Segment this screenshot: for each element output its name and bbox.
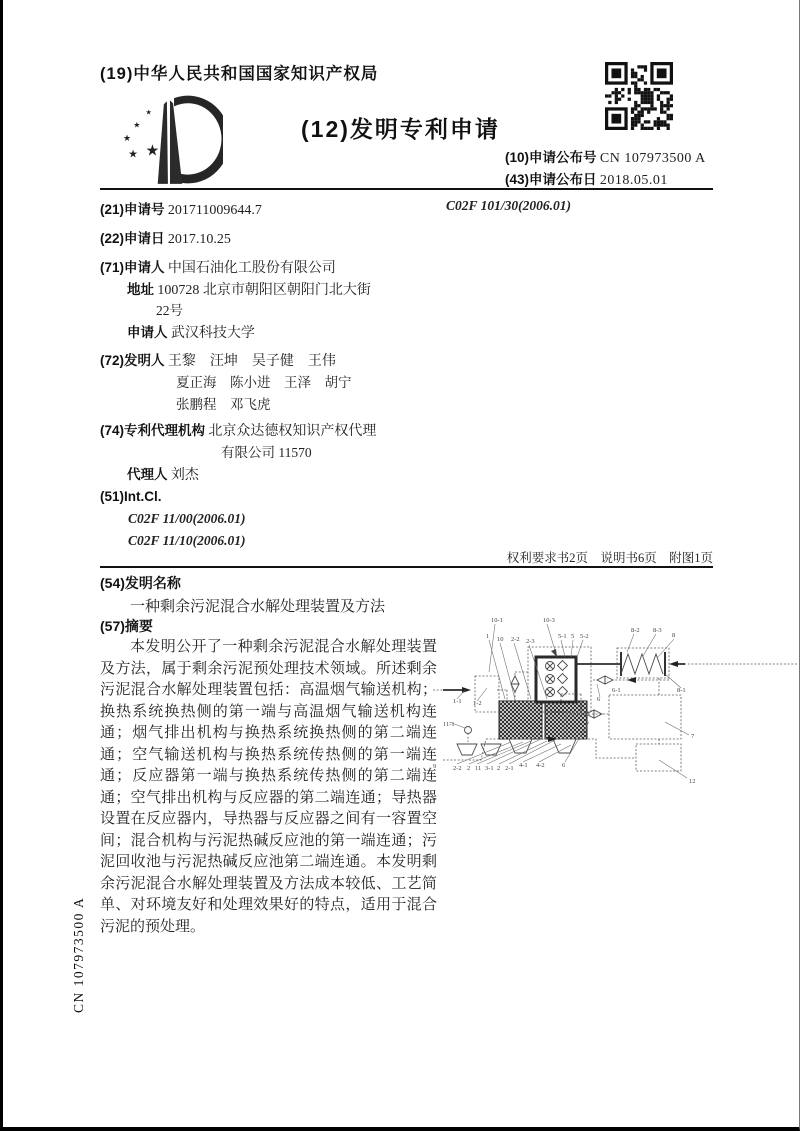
figure-ref-numeral: 11 [475,765,482,772]
publication-date-row [505,168,668,189]
patent-figure [431,602,799,854]
figure-ref-numeral: 8-2 [631,627,640,634]
inventors-line1: 王黎 汪坤 吴子健 王伟 [167,354,336,369]
figure-ref-numeral: 10-1 [491,617,503,624]
figure-ref-numeral: 2-3 [526,638,535,645]
valve [597,676,613,684]
figure-ref-numeral: 2 [467,765,471,772]
figure-ref-numeral: 7 [691,733,695,740]
header-divider [100,188,713,190]
air-inlet-arrow [669,661,678,667]
logo-crescent [174,96,223,184]
recovery-tank-12 [636,744,681,771]
inventors-label: (72)发明人 [100,353,165,368]
agency-row [100,419,376,440]
figure-ref-numeral: 8-1 [677,687,686,694]
figure-ref-numeral: 10-3 [543,617,555,624]
applicant2-label: 申请人 [127,325,168,340]
figure-ref-numeral: 1-2 [473,700,482,707]
document-type-title: (12)发明专利申请 [301,116,500,142]
logo-star: ★ [145,108,152,117]
invention-title: 一种剩余污泥混合水解处理装置及方法 [130,599,386,615]
applicant-label: (71)申请人 [100,260,165,275]
patent-office-name: (19)中华人民共和国国家知识产权局 [100,65,379,83]
intcl-entry-1: C02F 11/00(2006.01) [128,511,246,526]
abstract-text: 本发明公开了一种剩余污泥混合水解处理装置及方法，属于剩余污泥预处理技术领域。所述剩余污泥混合水解处理装置包括：高温烟气输送机构；换热系统换热侧的第一端与高温烟气输送机构连通；烟气排出机构与换热系统换热侧的第二端连通；空气输送机构与换热系统传热侧的第一端连通；反应器第一端与换热系统传热侧的第二端连通；空气排出机构与反应器的第二端连通；导热器设置在反应器内，导热器与反应器之间有一容置空间；混合机构与污泥热碱反应池的第一端连通；污泥回收池与污泥热碱反应池第二端连通。本发明剩余污泥混合水解处理装置及方法成本较低、工艺简单、对环境友好和处理效果好的特点，适用于混合污泥的预处理。 [100,639,437,935]
address-row [127,278,371,299]
intcl-entry-2: C02F 11/10(2006.01) [128,533,246,548]
address-label: 地址 [127,282,154,297]
application-date-row [100,227,231,248]
agent-label: 代理人 [127,467,168,482]
figure-ref-numeral: 3-1 [485,765,494,772]
address-line2: 22号 [156,303,183,318]
logo-star: ★ [133,120,141,130]
logo-spire-right [170,100,182,184]
address-line1: 100728 北京市朝阳区朝阳门北大街 [157,283,371,298]
ipc-secondary-code: C02F 101/30(2006.01) [446,198,572,213]
reaction-tank-7 [609,695,681,739]
applicant-row [100,256,336,277]
figure-ref-numeral: 6 [562,762,566,769]
applicant1-value: 中国石油化工股份有限公司 [167,261,336,276]
inventors-line2: 夏正海 陈小进 王泽 胡宁 [176,375,352,390]
applicant2-value: 武汉科技大学 [170,326,255,341]
application-number-label: (21)申请号 [100,202,165,217]
qr-code [605,62,673,130]
logo-star: ★ [123,133,132,144]
figure-ref-numeral: 9 [433,763,437,770]
application-number-row [100,198,262,219]
inventors-line3: 张鹏程 邓飞虎 [176,397,271,412]
logo-star: ★ [128,148,139,161]
abstract-label: (57)摘要 [100,618,153,634]
agency-line1: 北京众达德权知识产权代理 [208,424,377,439]
figure-ref-numeral: 8-3 [653,627,662,634]
figure-ref-numeral: 6 [597,696,601,703]
agent-row [127,463,199,484]
figure-ref-numeral: 6-1 [612,687,621,694]
figure-ref-numeral: 12 [689,778,696,785]
agent-name: 刘杰 [170,468,199,483]
figure-ref-numeral: 5-2 [580,633,589,640]
intcl-label: (51)Int.Cl. [100,489,162,504]
figure-ref-numeral: 4-2 [536,762,545,769]
figure-ref-numeral: 4-1 [519,762,528,769]
figure-ref-numeral: 1-1 [453,698,462,705]
figure-ref-numeral: 11-1 [443,721,455,728]
coil-heater [617,648,669,678]
section-divider [100,566,713,568]
logo-star: ★ [145,142,160,160]
figure-ref-numeral: 2-2 [511,636,520,643]
figure-ref-numeral: 1 [486,633,490,640]
application-date-value: 2017.10.25 [167,232,231,247]
figure-ref-numeral: 2-2 [453,765,462,772]
publication-number-row [505,146,706,167]
application-date-label: (22)申请日 [100,231,165,246]
publication-number-label: (10)申请公布号 [505,150,597,165]
figure-ref-numeral: 2-1 [505,765,514,772]
applicant2-row [127,321,255,342]
cnipa-logo-icon [121,92,223,188]
agency-line2: 有限公司 11570 [221,445,312,460]
figure-ref-numeral: 5 [571,633,575,640]
hopper [457,744,477,755]
figure-ref-numeral: 2 [497,765,501,772]
application-number-value: 201711009644.7 [167,203,262,218]
agency-label: (74)专利代理机构 [100,423,206,438]
vertical-doc-id: CN 107973500 A [71,896,86,1013]
invention-title-label: (54)发明名称 [100,575,181,591]
figure-ref-numeral: 8 [672,632,676,639]
valve [465,727,472,734]
logo-spire-left [158,101,168,184]
agitator-symbols [546,661,568,697]
figure-ref-numeral: 10 [497,636,504,643]
publication-date-value: 2018.05.01 [599,173,668,188]
figure-ref-numeral: 5-1 [558,633,567,640]
pages-info: 权利要求书2页 说明书6页 附图1页 [506,551,713,565]
publication-number-value: CN 107973500 A [599,151,706,166]
heat-exchanger [499,701,587,753]
hopper [481,744,501,755]
inventors-row [100,349,336,370]
publication-date-label: (43)申请公布日 [505,172,597,187]
